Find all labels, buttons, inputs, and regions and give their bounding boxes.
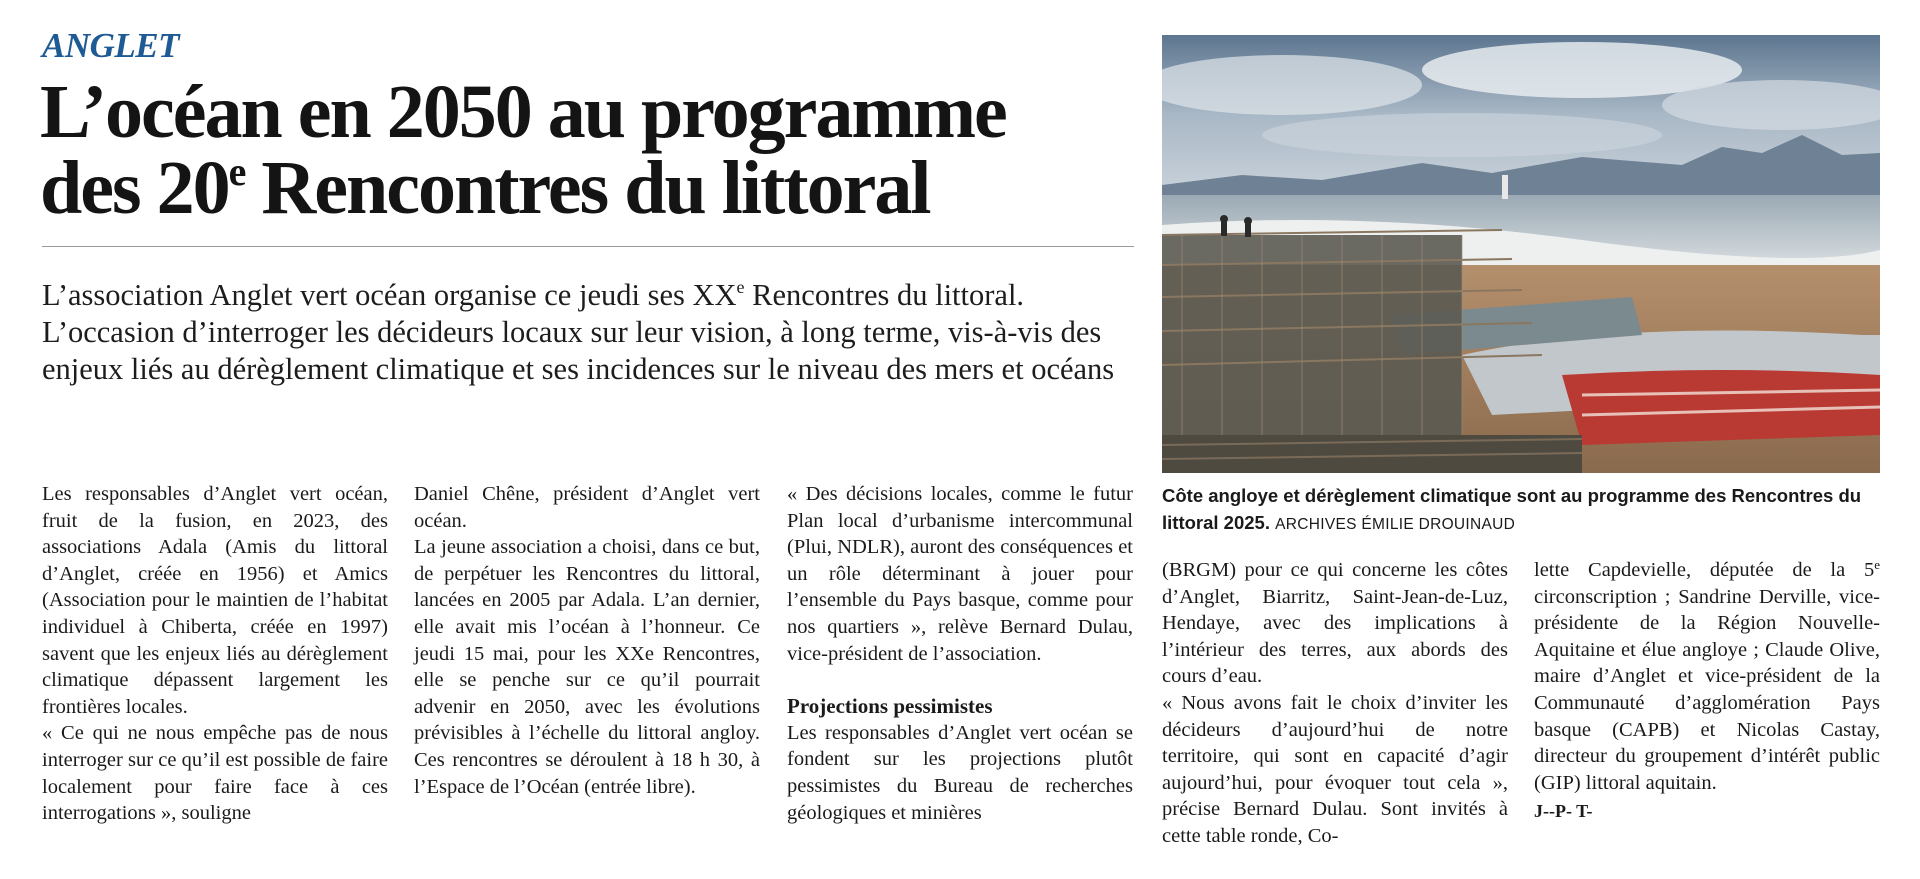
lead-paragraph: L’association Anglet vert océan organise ce jeudi ses XXe Rencontres du littoral. L’occasion d’interroger les décideurs locaux sur leur vision, à long terme, vis-à-vis des enjeux liés au dérèglement climatique et ses incidences sur le niveau des mers et océans <box>42 277 1115 386</box>
body-column-4 <box>1162 557 1508 850</box>
paragraph: (BRGM) pour ce qui concerne les côtes d’Anglet, Biarritz, Saint-Jean-de-Luz, Hendaye, avec des implications à l’intérieur des terres, aux abords des cours d’eau. <box>1162 559 1508 688</box>
headline <box>40 70 1140 230</box>
body-column-1 <box>42 481 388 827</box>
headline-divider <box>42 246 1134 247</box>
paragraph: « Nous avons fait le choix d’inviter les décideurs d’aujourd’hui de notre territoire, qui sont en capacité d’agir aujourd’hui, pour évoquer tout cela », précise Bernard Dulau. Sont invités à cette table ronde, Co- <box>1162 691 1508 847</box>
subheading: Projections pessimistes <box>787 694 993 719</box>
article-photo <box>1162 35 1880 473</box>
photo-credit: ARCHIVES ÉMILIE DROUINAUD <box>1275 516 1516 533</box>
paragraph: lette Capdevielle, députée de la 5e circonscription ; Sandrine Derville, vice-présidente de la Région Nouvelle-Aquitaine et élue angloye ; Claude Olive, maire d’Anglet et vice-président de la Communauté d’agglomération Pays basque (CAPB) et Nicolas Castay, directeur du groupement d’intérêt public (GIP) littoral aquitain. <box>1534 557 1880 794</box>
headline-line-1: L’océan en 2050 au programme <box>40 70 1006 154</box>
photo-caption: Côte angloye et dérèglement climatique sont au programme des Rencontres du littoral 2025. ARCHIVES ÉMILIE DROUINAUD <box>1162 485 1862 533</box>
beach-photo-icon <box>1162 35 1880 473</box>
paragraph: « Des décisions locales, comme le futur Plan local d’urbanisme intercommunal (Plui, NDLR), auront des conséquences et un rôle déterminant à jouer pour l’ensemble du Pays basque, comme pour nos quartiers », relève Bernard Dulau, vice-président de l’association. <box>787 483 1133 665</box>
paragraph: Daniel Chêne, président d’Anglet vert océan. <box>414 483 760 532</box>
paragraph: Les responsables d’Anglet vert océan, fruit de la fusion, en 2023, des associations Adala (Amis du littoral d’Anglet, créée en 1956) et Amics (Association pour le maintien de l’habitat individuel à Chiberta, créée en 1997) savent que les enjeux liés au dérèglement climatique dépassent largement les frontières locales. <box>42 483 388 718</box>
body-column-5 <box>1534 557 1880 825</box>
paragraph: Les responsables d’Anglet vert océan se fondent sur les projections plutôt pessimistes du Bureau de recherches géologiques et minières <box>787 721 1133 824</box>
body-column-2 <box>414 481 760 800</box>
author-signature: J--P- T- <box>1534 801 1593 822</box>
paragraph: La jeune association a choisi, dans ce but, de perpétuer les Rencontres du littoral, lancées en 2005 par Adala. L’an dernier, elle avait mis l’océan à l’honneur. Ce jeudi 15 mai, pour les XXe Rencontres, elle se penche sur ce qu’il pourrait advenir en 2050, avec les évolutions prévisibles à l’échelle du littoral angloy. Ces rencontres se déroulent à 18 h 30, à l’Espace de l’Océan (entrée libre). <box>414 536 760 798</box>
section-kicker: ANGLET <box>42 26 179 65</box>
body-column-3 <box>787 481 1133 826</box>
headline-line-2: des 20e Rencontres du littoral <box>40 146 930 230</box>
paragraph: « Ce qui ne nous empêche pas de nous interroger sur ce qu’il est possible de faire localement pour faire face à ces interrogations », souligne <box>42 722 388 825</box>
